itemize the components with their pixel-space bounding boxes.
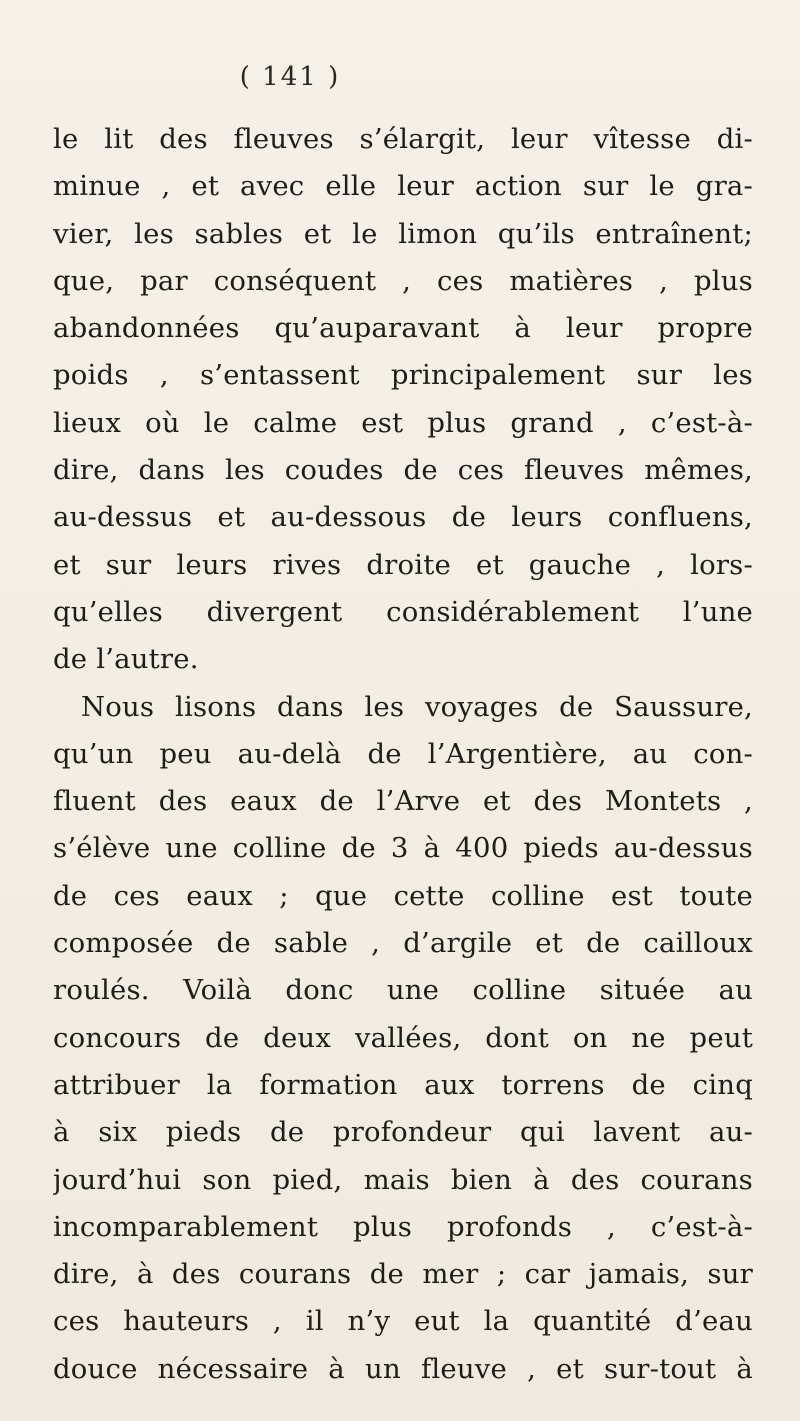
text-line: roulés. Voilà donc une colline située au <box>53 974 753 1007</box>
text-line: abandonnées qu’auparavant à leur propre <box>53 312 753 345</box>
text-line: vier, les sables et le limon qu’ils entraînent; <box>53 217 753 250</box>
text-line: dire, dans les coudes de ces fleuves mêmes, <box>53 454 753 487</box>
text-line: que, par conséquent , ces matières , plus <box>53 264 753 297</box>
text-line: qu’un peu au-delà de l’Argentière, au con- <box>53 737 753 770</box>
text-line: au-dessus et au-dessous de leurs confluens, <box>53 501 753 534</box>
text-line: composée de sable , d’argile et de cailloux <box>53 927 753 960</box>
text-line: le lit des fleuves s’élargit, leur vîtesse di- <box>53 123 753 155</box>
text-line: minue , et avec elle leur action sur le gra- <box>53 170 753 203</box>
text-line: s’élève une colline de 3 à 400 pieds au-dessus <box>53 832 753 865</box>
page-number: ( 141 ) <box>239 62 341 92</box>
text-line: et sur leurs rives droite et gauche , lors- <box>53 548 753 581</box>
text-line: à six pieds de profondeur qui lavent au- <box>53 1116 753 1149</box>
text-line: poids , s’entassent principalement sur les <box>53 359 753 392</box>
text-line: fluent des eaux de l’Arve et des Montets , <box>53 785 753 818</box>
text-line: incomparablement plus profonds , c’est-à- <box>53 1210 753 1243</box>
text-line: de ces eaux ; que cette colline est toute <box>53 879 753 912</box>
text-line: concours de deux vallées, dont on ne peut <box>53 1021 753 1054</box>
text-line: lieux où le calme est plus grand , c’est-à- <box>53 406 753 439</box>
paragraph-end-line: de l’autre. <box>53 643 199 676</box>
body-text <box>53 116 753 1393</box>
paragraph-start-line: Nous lisons dans les voyages de Saussure, <box>81 690 753 723</box>
text-line: attribuer la formation aux torrens de cinq <box>53 1068 753 1101</box>
text-line: qu’elles divergent considérablement l’une <box>53 595 753 628</box>
text-line: douce nécessaire à un fleuve , et sur-tout à <box>53 1352 753 1385</box>
text-line: dire, à des courans de mer ; car jamais, sur <box>53 1258 753 1291</box>
text-line: jourd’hui son pied, mais bien à des courans <box>53 1163 753 1196</box>
text-line: ces hauteurs , il n’y eut la quantité d’eau <box>53 1305 753 1338</box>
